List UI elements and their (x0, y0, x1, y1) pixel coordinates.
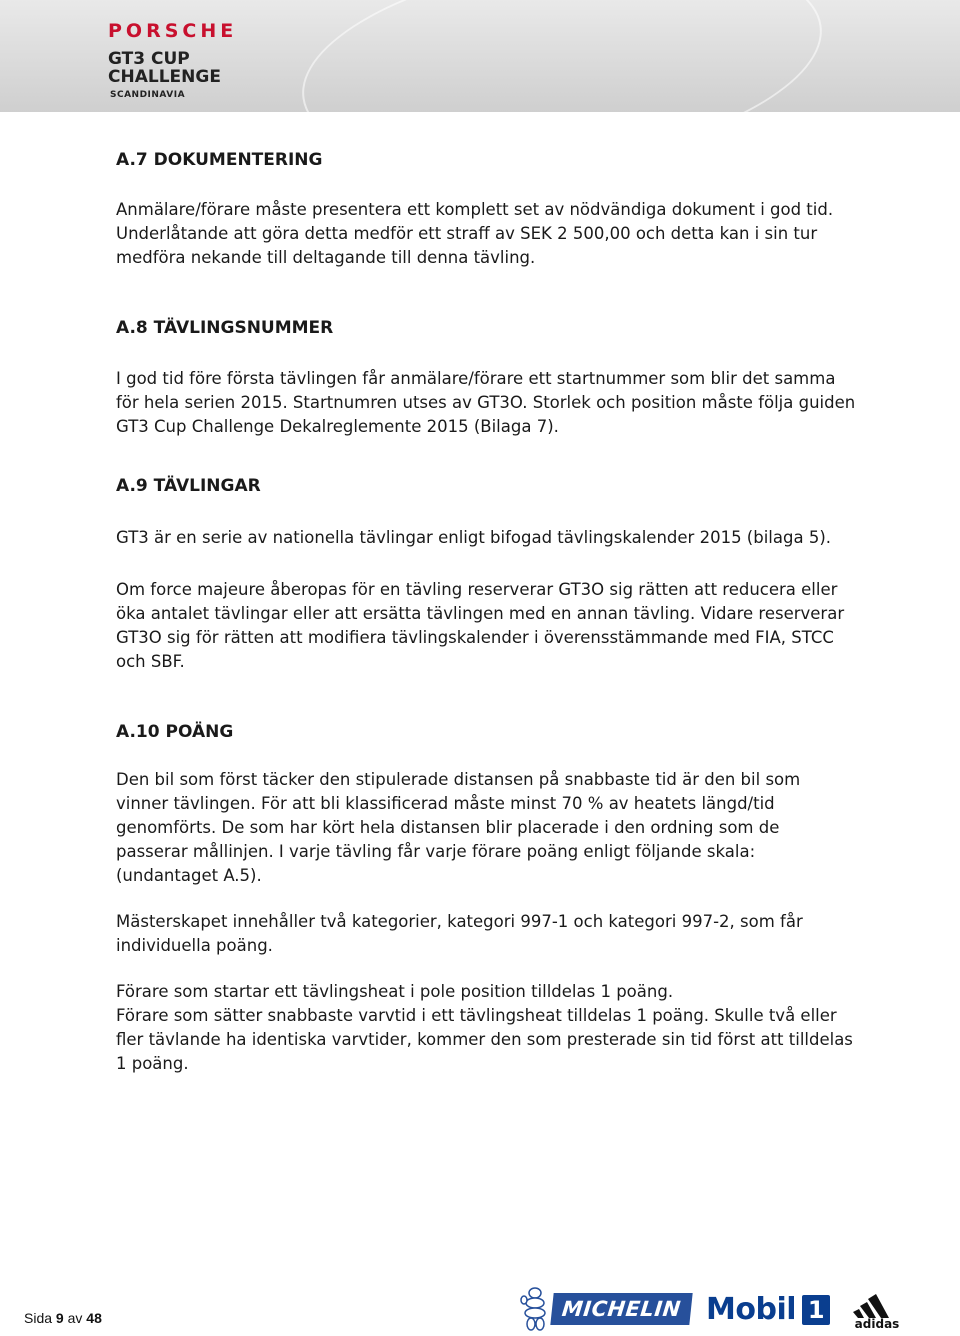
mobil-number: 1 (802, 1295, 830, 1325)
series-line-1: GT3 CUP (108, 49, 190, 69)
document-body (116, 148, 856, 1076)
section-heading: A.7 DOKUMENTERING (116, 150, 323, 170)
section-paragraph: I god tid före första tävlingen får anmälare/förare ett startnummer som blir det samma för hela serien 2015. Startnumren utses av GT3O. Storlek och position måste följa guiden GT3 Cup Challenge Dekalreglemente 2015 (Bilaga 7). (116, 369, 856, 436)
michelin-man-icon (520, 1286, 550, 1332)
adidas-stripes-icon (852, 1292, 902, 1318)
section-paragraph: Om force majeure åberopas för en tävling reserverar GT3O sig rätten att reducera eller öka antalet tävlingar eller att ersätta tävlingen med en annan tävling. Vidare reserverar GT3O sig för rätten att modifiera tävlingskalender i överensstämmande med FIA, STCC och SBF. (116, 580, 845, 671)
header-banner (0, 0, 960, 112)
series-logo (108, 50, 221, 86)
banner-decoration (288, 0, 835, 112)
section-paragraph: GT3 är en serie av nationella tävlingar enligt bifogad tävlingskalender 2015 (bilaga 5). (116, 528, 832, 547)
section-paragraph: Förare som sätter snabbaste varvtid i ett tävlingsheat tilldelas 1 poäng. Skulle två eller fler tävlande ha identiska varvtider, kommer den som presterade sin tid först att tilldelas 1 poäng. (116, 1006, 853, 1073)
page-total: 48 (86, 1310, 102, 1326)
section-paragraph: Förare som startar ett tävlingsheat i pole position tilldelas 1 poäng. (116, 982, 674, 1001)
mobil-wordmark: Mobil (706, 1292, 797, 1327)
series-region: SCANDINAVIA (110, 90, 186, 100)
section-paragraph: Anmälare/förare måste presentera ett komplett set av nödvändiga dokument i god tid. Underlåtande att göra detta medför ett straff av SEK 2 500,00 och detta kan i sin tur medföra nekande till deltagande till denna tävling. (116, 200, 834, 267)
michelin-logo (520, 1283, 691, 1335)
page-current: 9 (55, 1310, 64, 1326)
adidas-wordmark: adidas (854, 1317, 900, 1331)
section-heading: A.8 TÄVLINGSNUMMER (116, 318, 334, 338)
section-paragraph: Den bil som först täcker den stipulerade distansen på snabbaste tid är den bil som vinner tävlingen. För att bli klassificerad måste minst 70 % av heatets längd/tid genomförts. De som har kört hela distansen blir placerade i den ordning som de passerar mållinjen. I varje tävling får varje förare poäng enligt följande skala: (undantaget A.5). (116, 770, 801, 885)
michelin-wordmark: MICHELIN (550, 1293, 692, 1325)
mobil1-logo (706, 1292, 830, 1327)
adidas-logo (852, 1292, 902, 1332)
section-heading: A.10 POÄNG (116, 722, 234, 742)
section-heading: A.9 TÄVLINGAR (116, 476, 261, 496)
page-prefix: Sida (24, 1310, 53, 1326)
page-number (24, 1310, 102, 1326)
section-paragraph: Mästerskapet innehåller två kategorier, kategori 997-1 och kategori 997-2, som får individuella poäng. (116, 912, 803, 955)
series-line-2: CHALLENGE (108, 67, 221, 87)
brand-logo: PORSCHE (108, 20, 238, 42)
page-of: av (67, 1310, 83, 1326)
